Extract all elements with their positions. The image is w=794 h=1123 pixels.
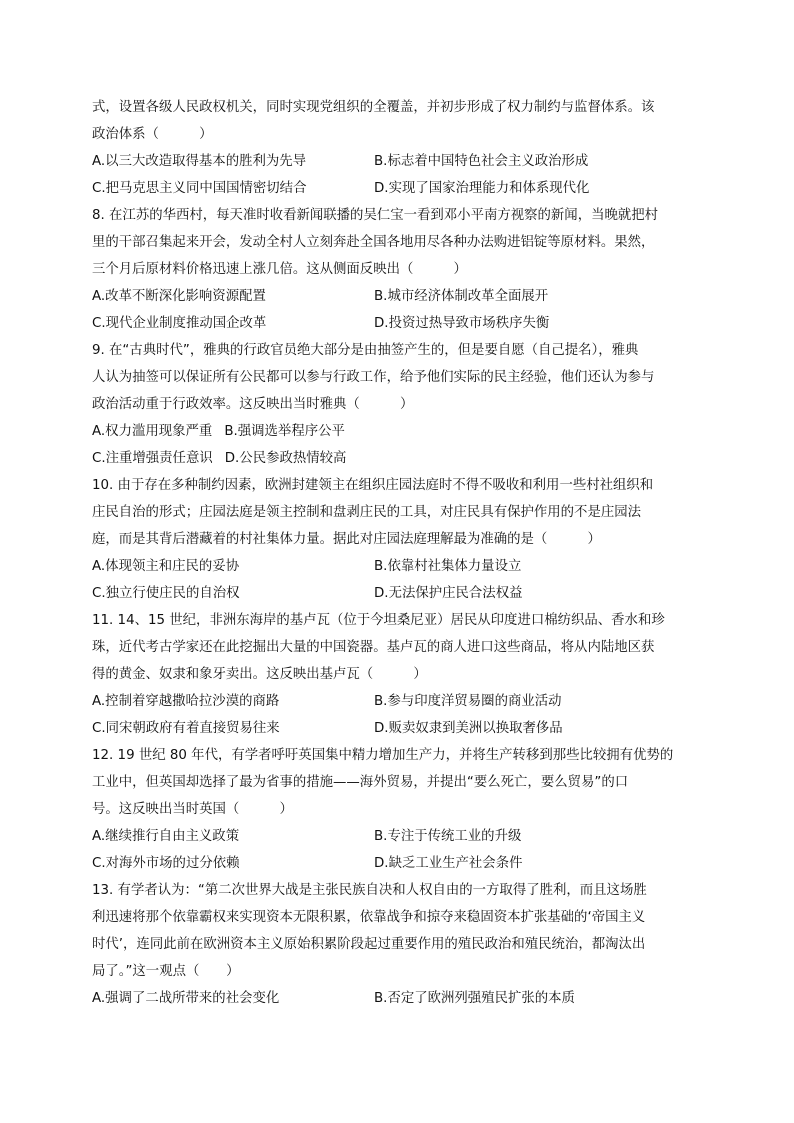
options-row xyxy=(92,445,704,472)
option-c: C.同宋朝政府有着直接贸易往来 xyxy=(92,721,280,736)
option-d: D.缺乏工业生产社会条件 xyxy=(374,856,523,871)
question-text-line: 利迅速将那个依靠霸权来实现资本无限积累，依靠战争和掠夺来稳固资本扩张基础的‘帝国主义 xyxy=(92,910,646,925)
option-b: B.城市经济体制改革全面展开 xyxy=(374,289,549,304)
question-text-line: 庭，而是其背后潜藏着的村社集体力量。据此对庄园法庭理解最为准确的是（ ） xyxy=(92,532,601,547)
option-a: A.权力滥用现象严重 xyxy=(92,424,213,439)
question-7-continued xyxy=(92,94,704,202)
question-text-line: 8. 在江苏的华西村，每天准时收看新闻联播的吴仁宝一看到邓小平南方视察的新闻，当晚就把村 xyxy=(92,208,659,223)
question-text-line: 庄民自治的形式；庄园法庭是领主控制和盘剥庄民的工具，对庄民具有保护作用的不是庄园法 xyxy=(92,505,642,520)
options-row xyxy=(92,850,704,877)
option-c: C.独立行使庄民的自治权 xyxy=(92,586,240,601)
option-a: A.继续推行自由主义政策 xyxy=(92,829,240,844)
question-text-line: 得的黄金、奴隶和象牙卖出。这反映出基卢瓦（ ） xyxy=(92,667,427,682)
question-text-line: 10. 由于存在多种制约因素，欧洲封建领主在组织庄园法庭时不得不吸收和利用一些村社组织和 xyxy=(92,478,654,493)
options-row xyxy=(92,310,704,337)
options-row xyxy=(92,175,704,202)
option-a: A.体现领主和庄民的妥协 xyxy=(92,559,240,574)
options-row xyxy=(92,418,704,445)
option-c: C.注重增强责任意识 xyxy=(92,451,213,466)
option-d: D.贩卖奴隶到美洲以换取奢侈品 xyxy=(374,721,563,736)
question-text-line: 9. 在“古典时代”，雅典的行政官员绝大部分是由抽签产生的，但是要自愿（自己提名），雅典 xyxy=(92,343,639,358)
question-text-line: 工业中，但英国却选择了最为省事的措施——海外贸易，并提出“要么死亡，要么贸易”的口 xyxy=(92,775,629,790)
option-d: D.投资过热导致市场秩序失衡 xyxy=(374,316,550,331)
option-c: C.把马克思主义同中国国情密切结合 xyxy=(92,181,307,196)
options-row xyxy=(92,148,704,175)
question-text-line: 政治活动重于行政效率。这反映出当时雅典（ ） xyxy=(92,397,414,412)
options-row xyxy=(92,985,704,1012)
question-text-line: 13. 有学者认为：“第二次世界大战是主张民族自决和人权自由的一方取得了胜利，而且这场胜 xyxy=(92,883,647,898)
option-c: C.现代企业制度推动国企改革 xyxy=(92,316,267,331)
option-a: A.改革不断深化影响资源配置 xyxy=(92,289,266,304)
options-row xyxy=(92,553,704,580)
question-text-line: 时代’，连同此前在欧洲资本主义原始积累阶段起过重要作用的殖民政治和殖民统治，都淘汰出 xyxy=(92,937,646,952)
options-row xyxy=(92,688,704,715)
question-text-line: 政治体系（ ） xyxy=(92,127,213,142)
option-d: D.公民参政热情较高 xyxy=(224,451,347,466)
question-text-line: 号。这反映出当时英国（ ） xyxy=(92,802,293,817)
question-text-line: 里的干部召集起来开会，发动全村人立刻奔赴全国各地用尽各种办法购进铝锭等原材料。果然， xyxy=(92,235,655,250)
option-a: A.控制着穿越撒哈拉沙漠的商路 xyxy=(92,694,280,709)
options-row xyxy=(92,283,704,310)
option-d: D.无法保护庄民合法权益 xyxy=(374,586,523,601)
question-text-line: 11. 14、15 世纪，非洲东海岸的基卢瓦（位于今坦桑尼亚）居民从印度进口棉纺织品、香水和珍 xyxy=(92,613,665,628)
question-text-line: 人认为抽签可以保证所有公民都可以参与行政工作，给予他们实际的民主经验，他们还认为参与 xyxy=(92,370,655,385)
question-text-line: 12. 19 世纪 80 年代，有学者呼吁英国集中精力增加生产力，并将生产转移到那些比较拥有优势的 xyxy=(92,748,674,763)
question-12 xyxy=(92,742,704,877)
question-8 xyxy=(92,202,704,337)
question-text-line: 珠，近代考古学家还在此挖掘出大量的中国瓷器。基卢瓦的商人进口这些商品，将从内陆地区获 xyxy=(92,640,655,655)
question-10 xyxy=(92,472,704,607)
option-b: B.否定了欧洲列强殖民扩张的本质 xyxy=(374,991,575,1006)
options-row xyxy=(92,823,704,850)
exam-content xyxy=(92,94,704,1012)
question-text-line: 式，设置各级人民政权机关，同时实现党组织的全覆盖，并初步形成了权力制约与监督体系。该 xyxy=(92,100,655,115)
option-c: C.对海外市场的过分依赖 xyxy=(92,856,240,871)
option-b: B.强调选举程序公平 xyxy=(224,424,345,439)
question-11 xyxy=(92,607,704,742)
question-9 xyxy=(92,337,704,472)
option-b: B.参与印度洋贸易圈的商业活动 xyxy=(374,694,562,709)
option-b: B.标志着中国特色社会主义政治形成 xyxy=(374,154,589,169)
option-b: B.依靠村社集体力量设立 xyxy=(374,559,522,574)
options-row xyxy=(92,580,704,607)
question-13 xyxy=(92,877,704,1012)
question-text-line: 三个月后原材料价格迅速上涨几倍。这从侧面反映出（ ） xyxy=(92,262,467,277)
options-row xyxy=(92,715,704,742)
option-a: A.强调了二战所带来的社会变化 xyxy=(92,991,280,1006)
option-b: B.专注于传统工业的升级 xyxy=(374,829,522,844)
question-text-line: 局了。”这一观点（ ） xyxy=(92,964,240,979)
option-d: D.实现了国家治理能力和体系现代化 xyxy=(374,181,590,196)
option-a: A.以三大改造取得基本的胜利为先导 xyxy=(92,154,307,169)
